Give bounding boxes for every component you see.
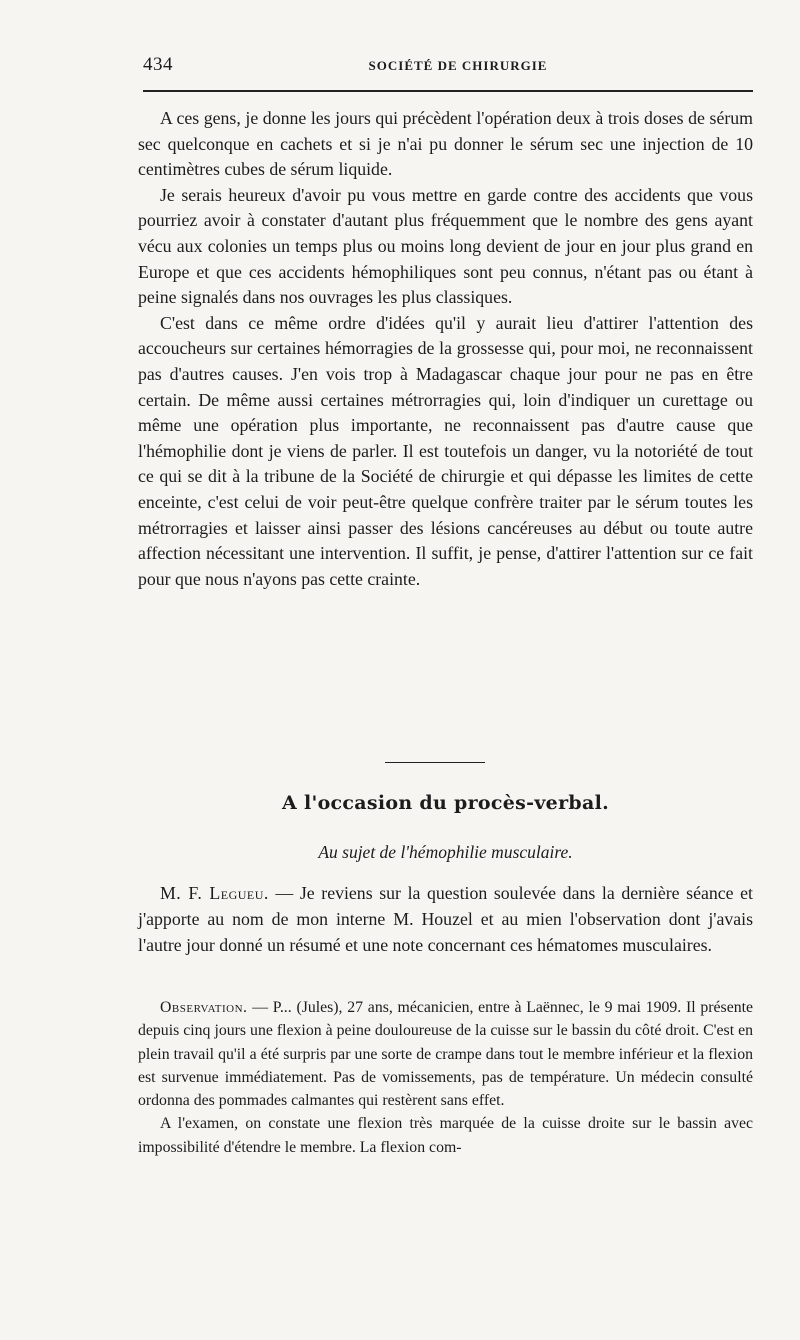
paragraph: A l'examen, on constate une flexion très marquée de la cuisse droite sur le bassin avec impossibilité d'étendre le membre. La flexion com- bbox=[138, 1115, 753, 1156]
section-title: A l'occasion du procès-verbal. bbox=[281, 792, 610, 814]
body-text bbox=[138, 106, 753, 592]
discussion-text bbox=[138, 880, 753, 958]
paragraph: A ces gens, je donne les jours qui précèdent l'opération deux à trois doses de sérum sec quelconque en cachets et si je n'ai pu donner le sérum sec une injection de 10 centimètres cubes de sérum liquide. bbox=[138, 108, 753, 180]
page-header bbox=[143, 54, 753, 84]
running-head: SOCIÉTÉ DE CHIRURGIE bbox=[368, 58, 548, 73]
paragraph-text: — Je reviens sur la question soulevée dans la dernière séance et j'apporte au nom de mon interne M. Houzel et au mien l'observation dont j'avais l'autre jour donné un résumé et une note concernant ces hématomes musculaires. bbox=[138, 883, 753, 955]
speaker-name: M. F. Legueu. bbox=[160, 883, 269, 903]
observation-text bbox=[138, 996, 753, 1159]
section-divider bbox=[385, 762, 485, 763]
paragraph bbox=[138, 996, 753, 1112]
paragraph bbox=[138, 880, 753, 958]
paragraph-text: — P... (Jules), 27 ans, mécanicien, entre à Laënnec, le 9 mai 1909. Il présente depuis cinq jours une flexion à peine douloureuse de la cuisse sur le bassin du côté droit. C'est en plein travail qu'il a été surpris par une sorte de crampe dans tout le membre inférieur et la flexion est survenue immédiatement. Pas de vomissements, pas de température. Un médecin consulté ordonna des pommades calmantes qui restèrent sans effet. bbox=[138, 999, 753, 1110]
observation-label: Observation. bbox=[160, 999, 248, 1016]
section-subtitle: Au sujet de l'hémophilie musculaire. bbox=[318, 842, 573, 862]
page-number: 434 bbox=[143, 54, 173, 75]
paragraph: C'est dans ce même ordre d'idées qu'il y aurait lieu d'attirer l'attention des accoucheurs sur certaines hémorragies de la grossesse qui, pour moi, ne reconnaissent pas d'autres causes. J'en vois trop à Madagascar chaque jour pour ne pas en être certain. De même aussi certaines métrorragies qui, loin d'indiquer un curettage ou même une opération plus importante, ne reconnaissent pas d'autre cause que l'hémophilie dont je viens de parler. Il est toutefois un danger, vu la notoriété de tout ce qui se dit à la tribune de la Société de chirurgie et qui dépasse les limites de cette enceinte, c'est celui de voir peut-être quelque confrère traiter par le sérum toutes les métrorragies et laisser ainsi passer des lésions cancéreuses au début ou toute autre affection nécessitant une intervention. Il suffit, je pense, d'attirer l'attention sur ce fait pour que nous n'ayons pas cette crainte. bbox=[138, 312, 753, 589]
paragraph: Je serais heureux d'avoir pu vous mettre en garde contre des accidents que vous pourriez avoir à constater d'autant plus fréquemment que le nombre des gens ayant vécu aux colonies un temps plus ou moins long devient de jour en jour plus grand en Europe et que ces accidents hémophiliques sont peu connus, n'étant pas ou étant à peine signalés dans nos ouvrages les plus classiques. bbox=[138, 184, 753, 308]
header-rule bbox=[143, 90, 753, 92]
